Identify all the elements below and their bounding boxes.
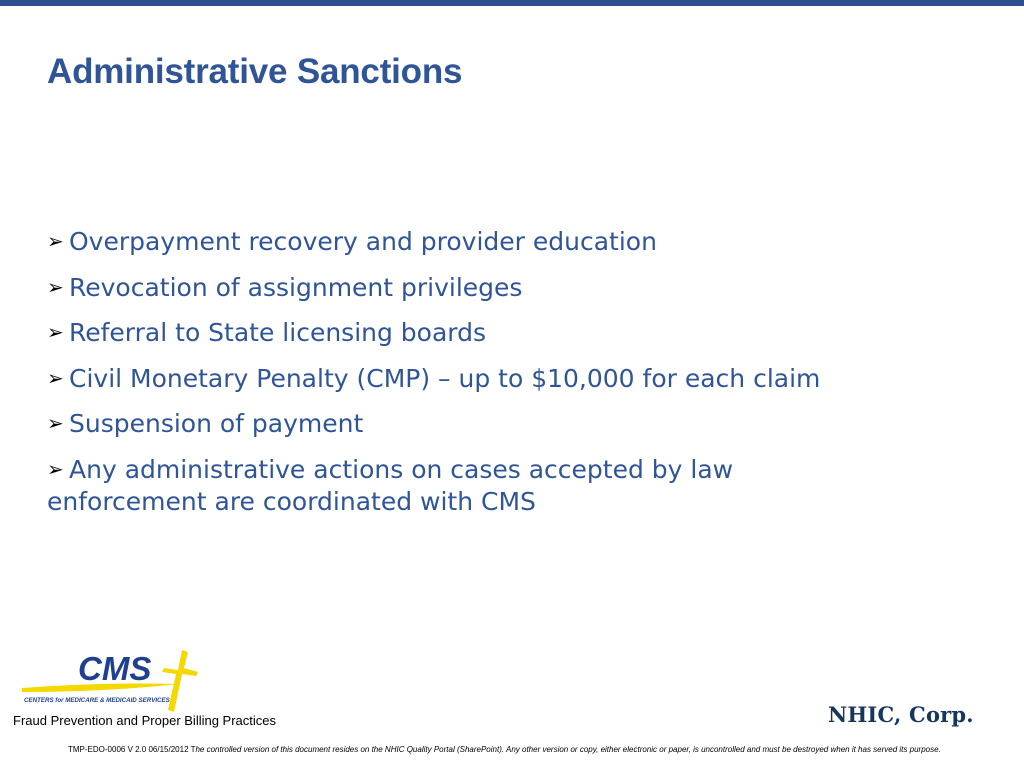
arrow-bullet-icon: ➢ bbox=[47, 320, 64, 344]
bullet-text: Revocation of assignment privileges bbox=[69, 272, 523, 302]
arrow-bullet-icon: ➢ bbox=[47, 229, 64, 253]
bullet-text: Suspension of payment bbox=[69, 409, 364, 438]
arrow-bullet-icon: ➢ bbox=[47, 411, 64, 435]
arrow-bullet-icon: ➢ bbox=[47, 365, 64, 390]
bullet-item bbox=[47, 225, 887, 258]
bullet-item bbox=[47, 271, 887, 304]
cms-logo-text: CMS bbox=[78, 650, 152, 687]
bullet-text: Any administrative actions on cases accepted by law enforcement are coordinated with CMS bbox=[47, 454, 734, 516]
slide-title: Administrative Sanctions bbox=[47, 52, 463, 91]
disclaimer-text: he controlled version of this document resides on the NHIC Quality Portal (SharePoint). Any other version or copy, either electronic or paper, is uncontrolled and must be destroyed when it has served its purpose. bbox=[195, 745, 941, 754]
bullet-text: Overpayment recovery and provider education bbox=[69, 227, 657, 256]
bullet-text: Referral to State licensing boards bbox=[69, 318, 487, 347]
cms-logo bbox=[22, 648, 198, 714]
bullet-item bbox=[47, 407, 887, 440]
bullet-item bbox=[47, 453, 887, 518]
cms-logo-subtitle: CENTERS for MEDICARE & MEDICAID SERVICES bbox=[24, 697, 170, 704]
bullet-item bbox=[47, 362, 887, 395]
nhic-logo: NHIC, Corp. bbox=[828, 702, 974, 727]
document-disclaimer bbox=[22, 743, 942, 757]
bullet-item bbox=[47, 316, 887, 349]
course-title: Fraud Prevention and Proper Billing Practices bbox=[13, 713, 277, 728]
bullet-list bbox=[47, 225, 887, 530]
top-accent-bar bbox=[0, 0, 1024, 6]
document-id: TMP-EDO-0006 V 2.0 06/15/2012 T bbox=[68, 745, 196, 754]
arrow-bullet-icon: ➢ bbox=[47, 274, 64, 299]
arrow-bullet-icon: ➢ bbox=[47, 456, 64, 481]
bullet-text: Civil Monetary Penalty (CMP) – up to $10,000 for each claim bbox=[69, 363, 821, 393]
